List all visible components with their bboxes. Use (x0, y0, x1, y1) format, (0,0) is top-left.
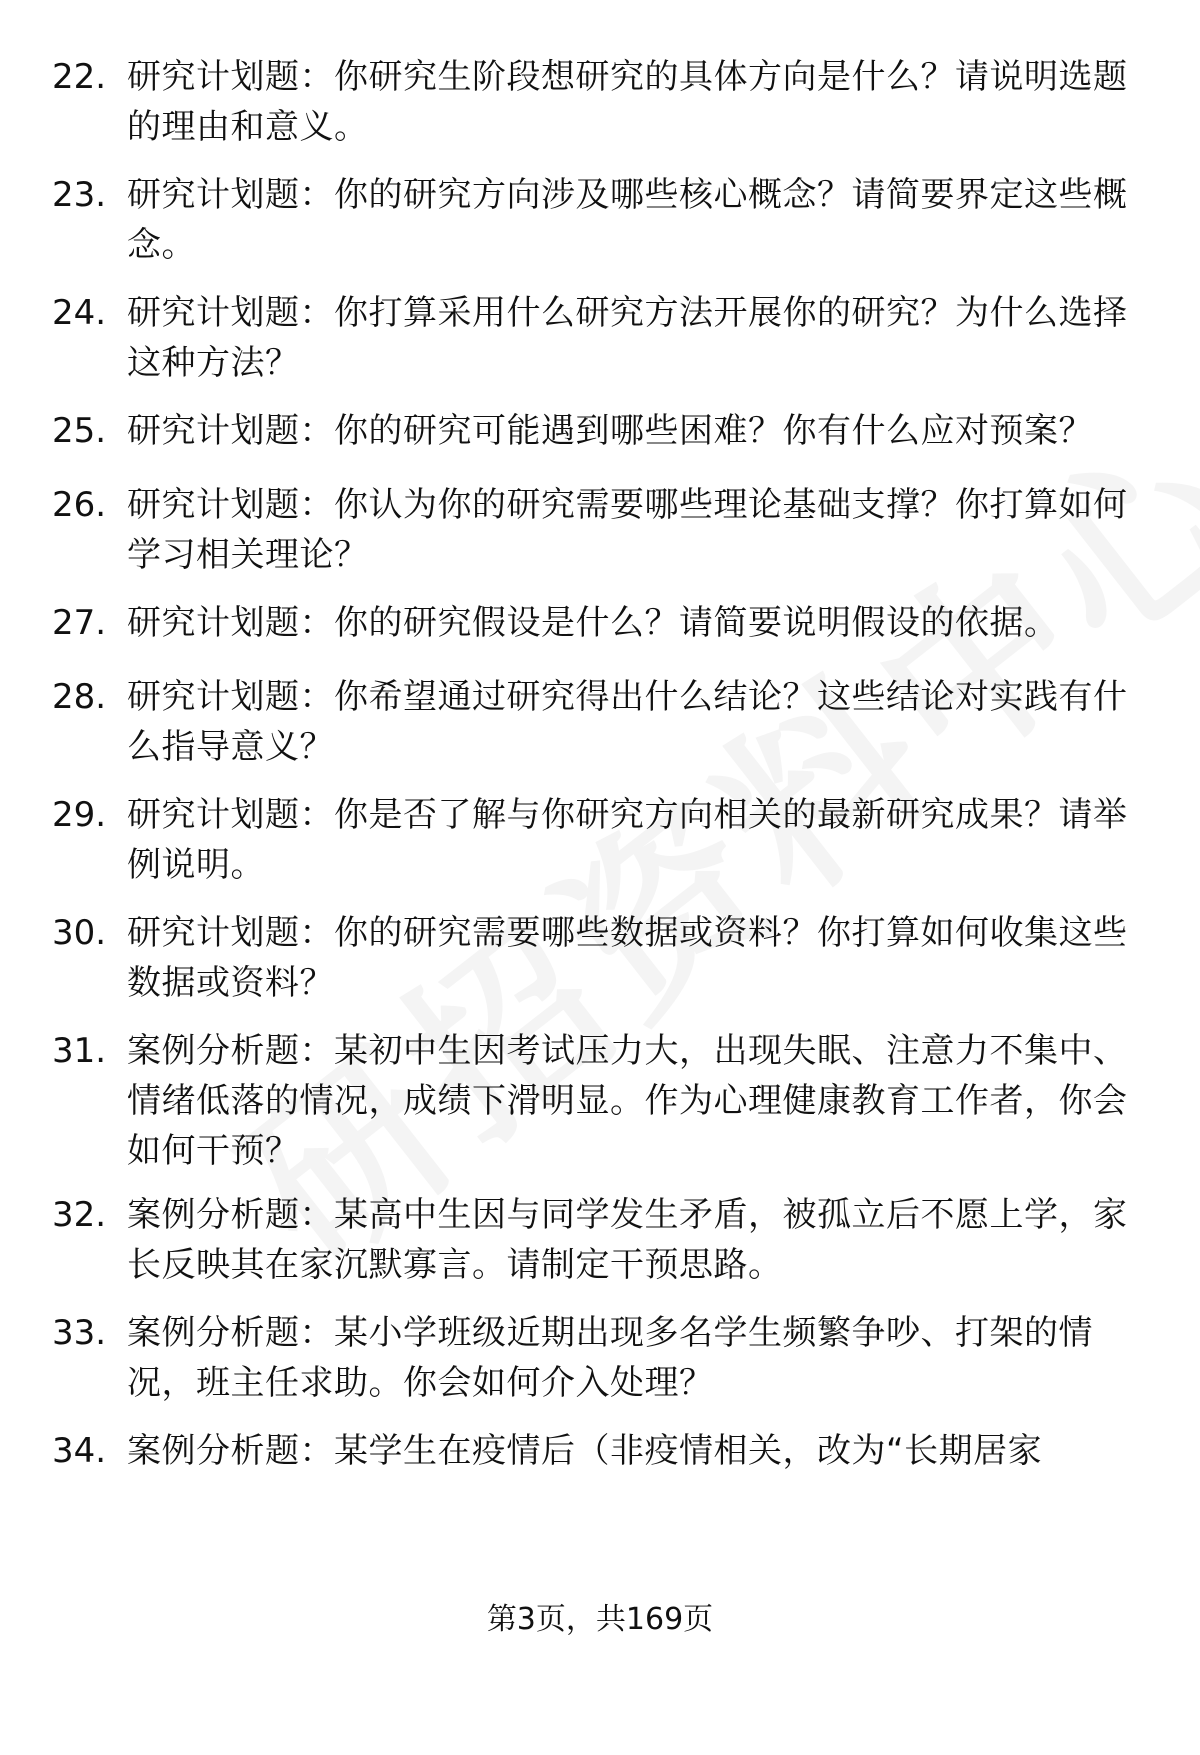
question-text: 研究计划题：你研究生阶段想研究的具体方向是什么？请说明选题的理由和意义。 (127, 57, 1128, 147)
question-text: 研究计划题：你的研究假设是什么？请简要说明假设的依据。 (127, 603, 1059, 643)
question-number: 31. (52, 1031, 107, 1071)
page-footer: 第3页，共169页 (486, 1602, 714, 1637)
question-number: 30. (52, 913, 107, 953)
question-number: 29. (52, 795, 107, 835)
question-number: 22. (52, 57, 107, 97)
question-number: 33. (52, 1313, 107, 1353)
question-text: 研究计划题：你的研究方向涉及哪些核心概念？请简要界定这些概念。 (127, 175, 1128, 265)
question-number: 24. (52, 293, 107, 333)
question-text: 案例分析题：某初中生因考试压力大，出现失眠、注意力不集中、情绪低落的情况，成绩下滑明显。作为心理健康教育工作者，你会如何干预？ (127, 1031, 1128, 1171)
question-text: 研究计划题：你希望通过研究得出什么结论？这些结论对实践有什么指导意义？ (127, 677, 1128, 767)
question-number: 25. (52, 411, 107, 451)
question-number: 32. (52, 1195, 107, 1235)
question-text: 研究计划题：你是否了解与你研究方向相关的最新研究成果？请举例说明。 (127, 795, 1128, 885)
question-number: 27. (52, 603, 107, 643)
question-text: 研究计划题：你的研究需要哪些数据或资料？你打算如何收集这些数据或资料？ (127, 913, 1128, 1003)
question-text: 案例分析题：某学生在疫情后（非疫情相关，改为“长期居家 (127, 1431, 1043, 1471)
question-number: 34. (52, 1431, 107, 1471)
question-number: 26. (52, 485, 107, 525)
question-text: 研究计划题：你的研究可能遇到哪些困难？你有什么应对预案？ (127, 411, 1093, 451)
question-text: 研究计划题：你认为你的研究需要哪些理论基础支撑？你打算如何学习相关理论？ (127, 485, 1128, 575)
question-text: 研究计划题：你打算采用什么研究方法开展你的研究？为什么选择这种方法？ (127, 293, 1128, 383)
question-number: 28. (52, 677, 107, 717)
question-text: 案例分析题：某小学班级近期出现多名学生频繁争吵、打架的情况，班主任求助。你会如何介入处理？ (127, 1313, 1093, 1403)
question-text: 案例分析题：某高中生因与同学发生矛盾，被孤立后不愿上学，家长反映其在家沉默寡言。请制定干预思路。 (127, 1195, 1128, 1285)
question-number: 23. (52, 175, 107, 215)
